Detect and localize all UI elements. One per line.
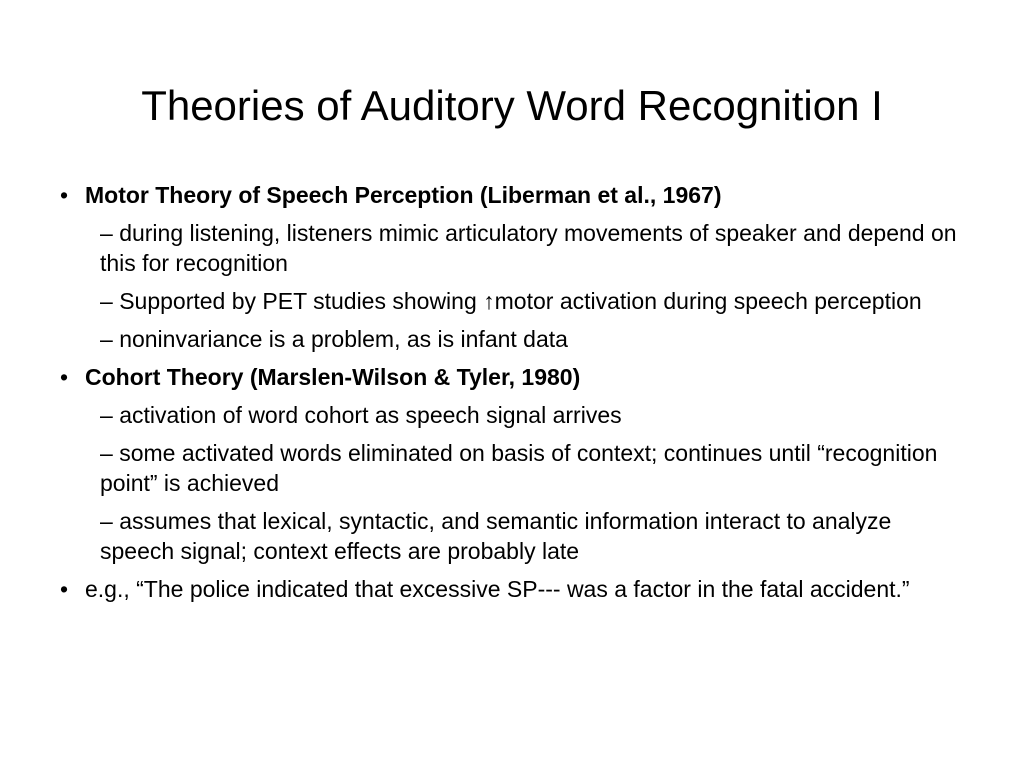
- bullet-mark: •: [60, 576, 69, 602]
- sub-bullet-text: during listening, listeners mimic articulatory movements of speaker and depend on this for recognition: [100, 220, 957, 276]
- bullet-example: [60, 574, 960, 604]
- bullet-example-text: e.g., “The police indicated that excessive SP--- was a factor in the fatal accident.”: [85, 576, 910, 602]
- sub-bullet-text: some activated words eliminated on basis of context; continues until “recognition point” is achieved: [100, 440, 938, 496]
- sub-bullet-text: activation of word cohort as speech signal arrives: [119, 402, 622, 428]
- sub-bullet: [100, 324, 960, 354]
- sub-bullet: [100, 438, 960, 498]
- bullet-heading: Cohort Theory (Marslen-Wilson & Tyler, 1980): [85, 364, 581, 390]
- dash-mark: –: [100, 220, 113, 246]
- sub-bullet: [100, 286, 960, 316]
- dash-mark: –: [100, 402, 113, 428]
- sub-bullet: [100, 218, 960, 278]
- sub-bullet-text: noninvariance is a problem, as is infant data: [119, 326, 568, 352]
- sub-bullet-text: Supported by PET studies showing ↑motor activation during speech perception: [119, 288, 922, 314]
- bullet-mark: •: [60, 182, 69, 208]
- sub-bullet: [100, 506, 960, 566]
- bullet-motor-theory: [60, 180, 960, 210]
- slide-body: [60, 180, 960, 612]
- dash-mark: –: [100, 440, 113, 466]
- bullet-mark: •: [60, 364, 69, 390]
- dash-mark: –: [100, 508, 113, 534]
- sub-bullet: [100, 400, 960, 430]
- dash-mark: –: [100, 288, 113, 314]
- dash-mark: –: [100, 326, 113, 352]
- sub-bullet-text: assumes that lexical, syntactic, and semantic information interact to analyze speech signal; context effects are probably late: [100, 508, 892, 564]
- slide-title: Theories of Auditory Word Recognition I: [141, 82, 883, 129]
- bullet-cohort-theory: [60, 362, 960, 392]
- bullet-heading: Motor Theory of Speech Perception (Liberman et al., 1967): [85, 182, 722, 208]
